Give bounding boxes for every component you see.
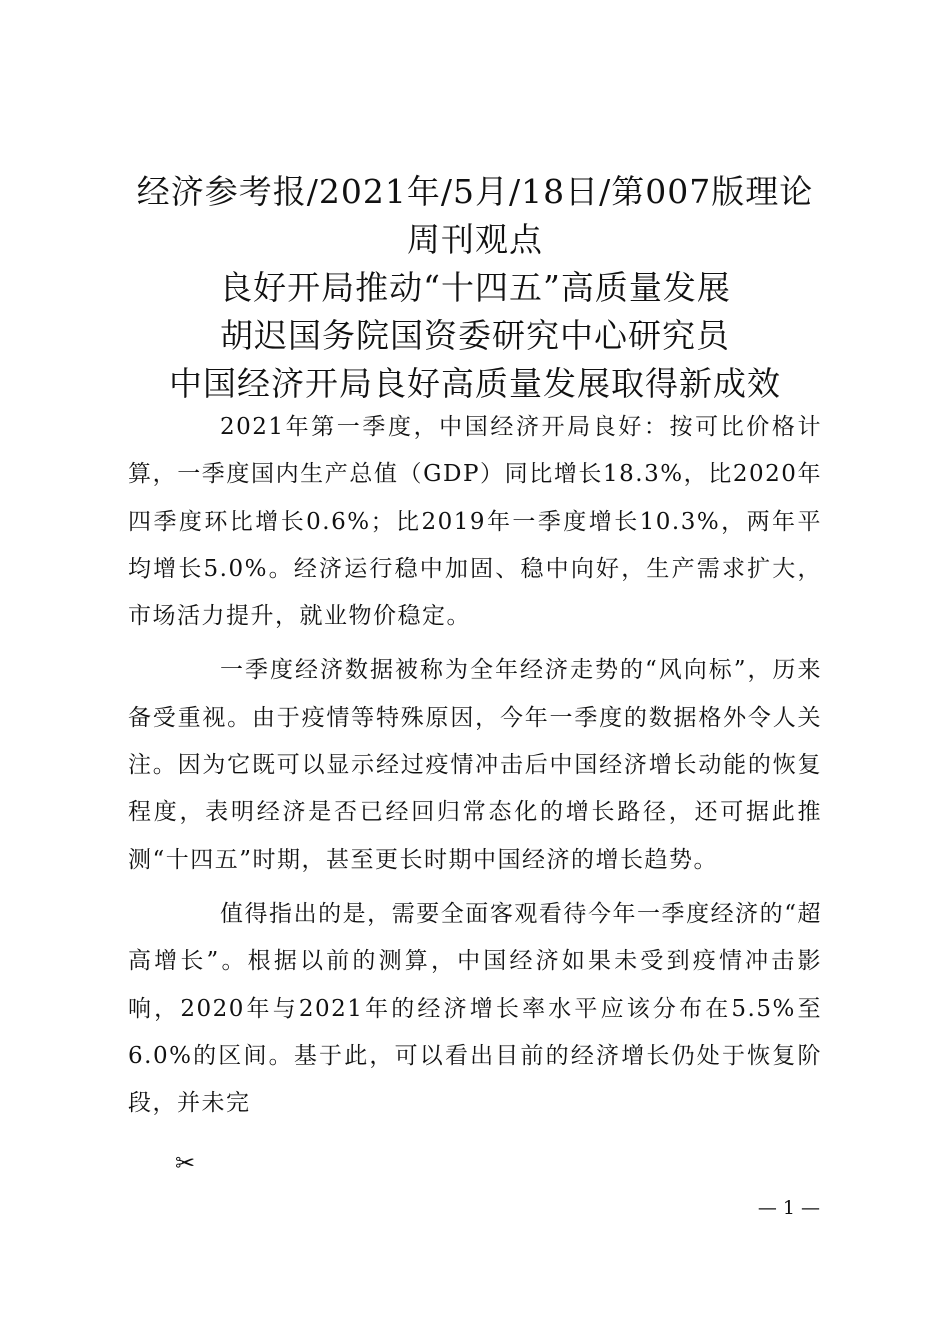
article-body <box>128 404 822 1134</box>
page-number: — 1 — <box>757 1197 820 1219</box>
paragraph-1: 2021年第一季度，中国经济开局良好：按可比价格计算，一季度国内生产总值（GDP）同比增长18.3%，比2020年四季度环比增长0.6%；比2019年一季度增长10.3%，两年平均增长5.0%。经济运行稳中加固、稳中向好，生产需求扩大，市场活力提升，就业物价稳定。 <box>128 414 822 630</box>
author-line: 胡迟国务院国资委研究中心研究员 <box>220 316 730 355</box>
headline: 良好开局推动“十四五”高质量发展 <box>219 268 731 307</box>
paragraph-3: 值得指出的是，需要全面客观看待今年一季度经济的“超高增长”。根据以前的测算，中国经济如果未受到疫情冲击影响，2020年与2021年的经济增长率水平应该分布在5.5%至6.0%的区间。基于此，可以看出目前的经济增长仍处于恢复阶段，并未完 <box>128 900 822 1117</box>
scissors-icon: ✂ <box>175 1149 196 1177</box>
subheadline: 中国经济开局良好高质量发展取得新成效 <box>169 364 781 403</box>
paragraph-2: 一季度经济数据被称为全年经济走势的“风向标”，历来备受重视。由于疫情等特殊原因，今年一季度的数据格外令人关注。因为它既可以显示经过疫情冲击后中国经济增长动能的恢复程度，表明经济是否已经回归常态化的增长路径，还可据此推测“十四五”时期，甚至更长时期中国经济的增长趋势。 <box>128 657 822 873</box>
column-line: 周刊观点 <box>407 220 543 259</box>
source-line: 经济参考报/2021年/5月/18日/第007版理论 <box>136 172 814 211</box>
title-block <box>128 168 822 408</box>
